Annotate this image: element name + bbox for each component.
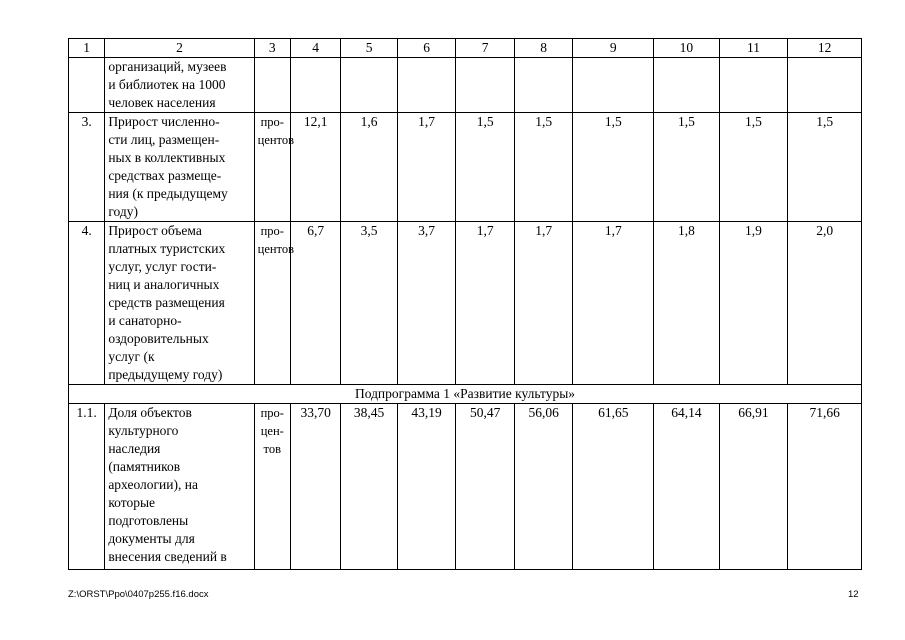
header-cell: 6 — [397, 39, 456, 58]
value-cell: 1,5 — [719, 113, 788, 222]
label-line: и библиотек на 1000 — [108, 77, 226, 92]
label-line: предыдущему году) — [108, 367, 223, 382]
value-cell — [788, 58, 862, 113]
value-cell: 1,7 — [456, 222, 515, 385]
value-cell: 1,6 — [341, 113, 397, 222]
label-line: наследия — [108, 441, 161, 456]
value-cell: 50,47 — [456, 404, 515, 570]
label-line: документы для — [108, 531, 195, 546]
value-cell: 64,14 — [654, 404, 720, 570]
label-line: Доля объектов — [108, 405, 192, 420]
label-line: сти лиц, размещен- — [108, 132, 220, 147]
table-row — [69, 222, 862, 385]
header-row — [69, 39, 862, 58]
table-row — [69, 404, 862, 570]
header-cell: 1 — [69, 39, 105, 58]
value-cell — [341, 58, 397, 113]
value-cell: 3,7 — [397, 222, 456, 385]
header-cell: 12 — [788, 39, 862, 58]
unit-cell — [254, 222, 295, 385]
value-cell — [456, 58, 515, 113]
subprogram-row — [69, 385, 862, 404]
indicator-label-cell — [105, 404, 254, 570]
label-line: платных туристских — [108, 241, 226, 256]
header-cell: 8 — [514, 39, 573, 58]
value-cell: 1,5 — [573, 113, 654, 222]
header-cell: 3 — [254, 39, 290, 58]
label-line: ния (к предыдущему — [108, 186, 228, 201]
label-line: и санаторно- — [108, 313, 182, 328]
label-line: культурного — [108, 423, 179, 438]
value-cell — [654, 58, 720, 113]
header-cell: 4 — [290, 39, 340, 58]
value-cell: 66,91 — [719, 404, 788, 570]
header-cell: 5 — [341, 39, 397, 58]
value-cell: 2,0 — [788, 222, 862, 385]
header-cell: 2 — [105, 39, 254, 58]
header-cell: 10 — [654, 39, 720, 58]
label-line: году) — [108, 204, 138, 219]
value-cell: 3,5 — [341, 222, 397, 385]
unit-line: цен- — [260, 424, 284, 438]
label-line: услуг, услуг гости- — [108, 259, 217, 274]
value-cell: 6,7 — [290, 222, 340, 385]
label-line: ных в коллективных — [108, 150, 226, 165]
label-line: организаций, музеев — [108, 59, 227, 74]
unit-line: про- — [260, 406, 284, 420]
row-number-cell: 3. — [69, 113, 105, 222]
page-number: 12 — [848, 589, 859, 600]
value-cell: 1,5 — [654, 113, 720, 222]
header-cell: 7 — [456, 39, 515, 58]
value-cell: 1,9 — [719, 222, 788, 385]
unit-line: тов — [263, 442, 281, 456]
indicator-label-cell — [105, 113, 254, 222]
value-cell: 1,7 — [397, 113, 456, 222]
label-line: оздоровительных — [108, 331, 209, 346]
value-cell — [719, 58, 788, 113]
indicator-label-cell — [105, 222, 254, 385]
value-cell: 1,7 — [573, 222, 654, 385]
unit-cell — [254, 404, 290, 570]
header-cell: 9 — [573, 39, 654, 58]
label-line: Прирост объема — [108, 223, 202, 238]
unit-cell — [254, 113, 295, 222]
value-cell: 1,8 — [654, 222, 720, 385]
label-line: внесения сведений в — [108, 549, 227, 564]
label-line: подготовлены — [108, 513, 189, 528]
value-cell: 61,65 — [573, 404, 654, 570]
unit-line: центов — [257, 133, 295, 147]
value-cell: 1,5 — [456, 113, 515, 222]
subprogram-title: Подпрограмма 1 «Развитие культуры» — [69, 385, 862, 404]
indicator-label-cell — [105, 58, 254, 113]
value-cell — [514, 58, 573, 113]
row-number-cell — [69, 58, 105, 113]
label-line: которые — [108, 495, 156, 510]
value-cell: 1,7 — [514, 222, 573, 385]
unit-line: про- — [260, 115, 284, 129]
unit-cell — [254, 58, 290, 113]
label-line: человек населения — [108, 95, 216, 110]
label-line: средствах размеще- — [108, 168, 222, 183]
unit-line: центов — [257, 242, 295, 256]
row-number-cell: 4. — [69, 222, 105, 385]
table-row — [69, 58, 862, 113]
value-cell: 12,1 — [290, 113, 340, 222]
unit-line: про- — [260, 224, 284, 238]
table-row — [69, 113, 862, 222]
indicator-table — [68, 38, 862, 570]
value-cell: 1,5 — [788, 113, 862, 222]
label-line: Прирост численно- — [108, 114, 220, 129]
label-line: ниц и аналогичных — [108, 277, 220, 292]
label-line: (памятников — [108, 459, 181, 474]
value-cell — [397, 58, 456, 113]
row-number-cell: 1.1. — [69, 404, 105, 570]
value-cell: 56,06 — [514, 404, 573, 570]
value-cell: 33,70 — [290, 404, 340, 570]
value-cell: 38,45 — [341, 404, 397, 570]
value-cell: 1,5 — [514, 113, 573, 222]
value-cell — [573, 58, 654, 113]
label-line: средств размещения — [108, 295, 225, 310]
value-cell: 71,66 — [788, 404, 862, 570]
header-cell: 11 — [719, 39, 788, 58]
footer-file-path: Z:\ORST\Ppo\0407p255.f16.docx — [68, 589, 209, 600]
label-line: услуг (к — [108, 349, 155, 364]
value-cell — [290, 58, 340, 113]
label-line: археологии), на — [108, 477, 198, 492]
value-cell: 43,19 — [397, 404, 456, 570]
